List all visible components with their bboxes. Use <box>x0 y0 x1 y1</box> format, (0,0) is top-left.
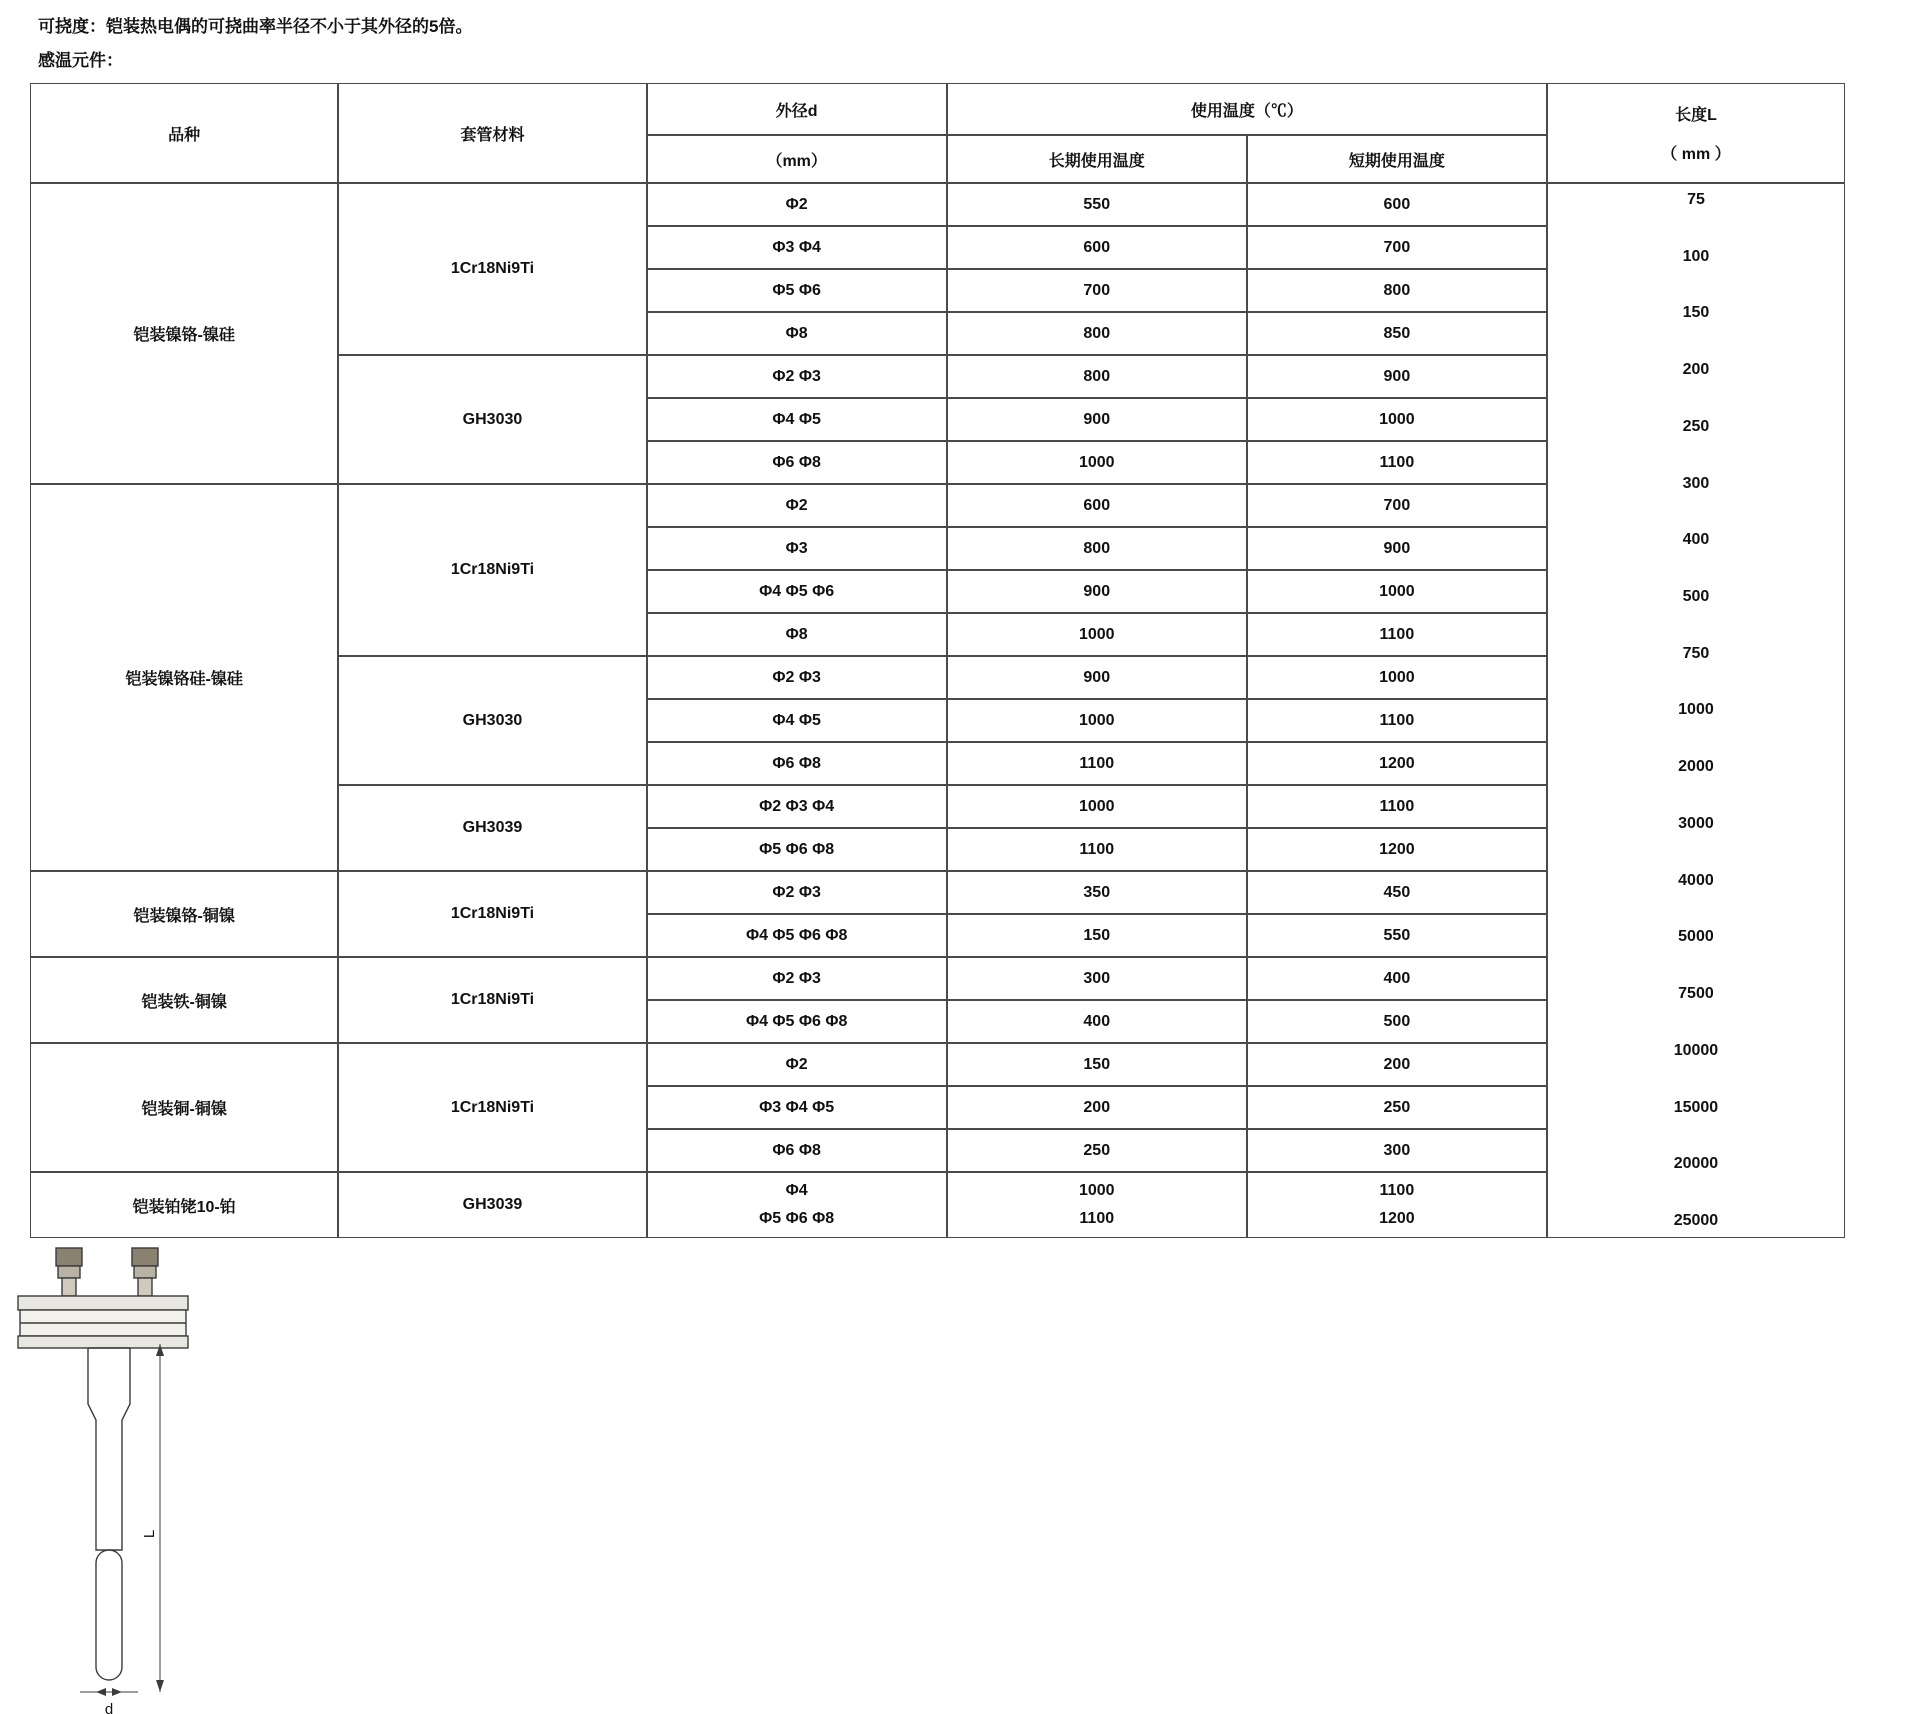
length-option: 400 <box>1682 531 1710 549</box>
cell-length-list <box>1547 183 1845 1238</box>
length-option: 25000 <box>1673 1211 1719 1229</box>
cell-kind: 铠装铜-铜镍 <box>30 1043 338 1172</box>
cell-long-term-temp: 1100 <box>947 742 1247 785</box>
cell-long-term-temp: 550 <box>947 183 1247 226</box>
header-length <box>1547 83 1845 183</box>
header-diameter-title: 外径d <box>775 102 818 120</box>
note-sensing-element: 感温元件： <box>38 50 123 70</box>
cell-kind: 铠装镍铬硅-镍硅 <box>30 484 338 871</box>
cell-material: 1Cr18Ni9Ti <box>338 484 646 656</box>
cell-short-term-temp: 1100 <box>1247 785 1547 828</box>
cell-long-term-temp: 400 <box>947 1000 1247 1043</box>
dimension-label-diameter: d <box>104 1701 114 1714</box>
cell-long-term-temp: 900 <box>947 570 1247 613</box>
table-row <box>30 183 1845 226</box>
cell-short-term-temp: 450 <box>1247 871 1547 914</box>
cell-long-term-temp: 1000 <box>947 441 1247 484</box>
header-diameter <box>647 83 947 135</box>
cell-long-term-temp: 300 <box>947 957 1247 1000</box>
cell-short-term-temp: 900 <box>1247 355 1547 398</box>
cell-long-term-temp: 1100 <box>947 828 1247 871</box>
cell-material: 1Cr18Ni9Ti <box>338 871 646 957</box>
length-option: 750 <box>1682 644 1710 662</box>
specification-table <box>30 83 1845 1238</box>
length-option: 10000 <box>1673 1041 1719 1059</box>
cell-long-term-temp: 900 <box>947 656 1247 699</box>
cell-long-term-temp: 900 <box>947 398 1247 441</box>
cell-short-term-temp: 1100 <box>1247 699 1547 742</box>
cell-long-term-temp: 1000 <box>947 613 1247 656</box>
length-option: 20000 <box>1673 1155 1719 1173</box>
length-option: 500 <box>1682 588 1710 606</box>
cell-long-term-temp: 800 <box>947 527 1247 570</box>
cell-long-term-temp: 1000 <box>947 785 1247 828</box>
cell-diameter: Φ2 <box>647 183 947 226</box>
cell-diameter: Φ2 <box>647 1043 947 1086</box>
cell-short-term-temp: 300 <box>1247 1129 1547 1172</box>
length-option: 75 <box>1687 191 1705 208</box>
length-option: 1000 <box>1678 701 1714 719</box>
length-option: 100 <box>1682 247 1710 265</box>
cell-diameter: Φ5 Φ6 <box>647 269 947 312</box>
cell-kind: 铠装铁-铜镍 <box>30 957 338 1043</box>
cell-short-term-temp: 200 <box>1247 1043 1547 1086</box>
header-length-unit: （ mm ） <box>1661 146 1731 163</box>
cell-diameter: Φ6 Φ8 <box>647 1129 947 1172</box>
cell-short-term-temp: 1000 <box>1247 398 1547 441</box>
note-flexibility: 可挠度：铠装热电偶的可挠曲率半径不小于其外径的5倍。 <box>38 17 473 36</box>
dimension-label-length: L <box>141 1529 158 1539</box>
table-header <box>30 83 1845 183</box>
cell-diameter: Φ2 Φ3 <box>647 355 947 398</box>
cell-short-term-temp: 700 <box>1247 226 1547 269</box>
sensor-drawing-svg <box>10 1244 330 1714</box>
cell-diameter: Φ6 Φ8 <box>647 441 947 484</box>
cell-long-term-temp: 600 <box>947 484 1247 527</box>
cell-short-term-temp: 1100 1200 <box>1247 1172 1547 1238</box>
cell-diameter: Φ6 Φ8 <box>647 742 947 785</box>
cell-short-term-temp: 550 <box>1247 914 1547 957</box>
cell-diameter: Φ5 Φ6 Φ8 <box>647 828 947 871</box>
cell-kind: 铠装镍铬-镍硅 <box>30 183 338 484</box>
cell-diameter: Φ4 Φ5 <box>647 699 947 742</box>
header-length-title: 长度L <box>1675 107 1717 124</box>
cell-long-term-temp: 350 <box>947 871 1247 914</box>
sensor-drawing <box>10 1244 330 1714</box>
cell-material: 1Cr18Ni9Ti <box>338 183 646 355</box>
cell-material: 1Cr18Ni9Ti <box>338 957 646 1043</box>
length-option: 200 <box>1682 361 1710 379</box>
cell-long-term-temp: 200 <box>947 1086 1247 1129</box>
cell-short-term-temp: 900 <box>1247 527 1547 570</box>
cell-short-term-temp: 1000 <box>1247 656 1547 699</box>
cell-long-term-temp: 600 <box>947 226 1247 269</box>
cell-diameter: Φ3 Φ4 <box>647 226 947 269</box>
table-body <box>30 183 1845 1238</box>
cell-kind: 铠装铂铑10-铂 <box>30 1172 338 1238</box>
cell-material: 1Cr18Ni9Ti <box>338 1043 646 1172</box>
cell-long-term-temp: 700 <box>947 269 1247 312</box>
length-option: 5000 <box>1678 928 1714 946</box>
header-diameter-unit: （mm） <box>647 135 947 183</box>
cell-diameter: Φ2 Φ3 <box>647 957 947 1000</box>
cell-long-term-temp: 250 <box>947 1129 1247 1172</box>
document-page <box>0 14 1920 1714</box>
length-option: 7500 <box>1678 985 1714 1003</box>
cell-short-term-temp: 800 <box>1247 269 1547 312</box>
header-kind: 品种 <box>30 83 338 183</box>
cell-short-term-temp: 1100 <box>1247 441 1547 484</box>
cell-long-term-temp: 150 <box>947 1043 1247 1086</box>
cell-diameter: Φ4 Φ5 Φ6 Φ8 <box>647 914 947 957</box>
cell-diameter: Φ4 Φ5 <box>647 398 947 441</box>
cell-material: GH3039 <box>338 1172 646 1238</box>
cell-material: GH3030 <box>338 656 646 785</box>
cell-diameter: Φ8 <box>647 312 947 355</box>
cell-diameter: Φ4 Φ5 Φ6 Φ8 <box>647 1172 947 1238</box>
length-option: 15000 <box>1673 1098 1719 1116</box>
cell-diameter: Φ4 Φ5 Φ6 <box>647 570 947 613</box>
cell-kind: 铠装镍铬-铜镍 <box>30 871 338 957</box>
cell-short-term-temp: 1200 <box>1247 742 1547 785</box>
cell-short-term-temp: 500 <box>1247 1000 1547 1043</box>
cell-diameter: Φ3 Φ4 Φ5 <box>647 1086 947 1129</box>
length-option: 150 <box>1682 304 1710 322</box>
cell-short-term-temp: 1100 <box>1247 613 1547 656</box>
cell-diameter: Φ8 <box>647 613 947 656</box>
cell-diameter: Φ2 Φ3 <box>647 656 947 699</box>
cell-short-term-temp: 850 <box>1247 312 1547 355</box>
header-material: 套管材料 <box>338 83 646 183</box>
cell-long-term-temp: 1000 <box>947 699 1247 742</box>
cell-diameter: Φ4 Φ5 Φ6 Φ8 <box>647 1000 947 1043</box>
cell-material: GH3030 <box>338 355 646 484</box>
length-option: 4000 <box>1678 871 1714 889</box>
length-option: 300 <box>1682 474 1710 492</box>
length-option: 3000 <box>1678 814 1714 832</box>
cell-long-term-temp: 150 <box>947 914 1247 957</box>
cell-diameter: Φ2 Φ3 Φ4 <box>647 785 947 828</box>
length-option: 2000 <box>1678 758 1714 776</box>
cell-long-term-temp: 800 <box>947 355 1247 398</box>
header-temperature: 使用温度（℃） <box>947 83 1547 135</box>
header-long-term: 长期使用温度 <box>947 135 1247 183</box>
cell-diameter: Φ2 Φ3 <box>647 871 947 914</box>
cell-material: GH3039 <box>338 785 646 871</box>
cell-diameter: Φ2 <box>647 484 947 527</box>
cell-short-term-temp: 600 <box>1247 183 1547 226</box>
cell-long-term-temp: 1000 1100 <box>947 1172 1247 1238</box>
cell-short-term-temp: 1200 <box>1247 828 1547 871</box>
cell-diameter: Φ3 <box>647 527 947 570</box>
cell-long-term-temp: 800 <box>947 312 1247 355</box>
cell-short-term-temp: 250 <box>1247 1086 1547 1129</box>
cell-short-term-temp: 400 <box>1247 957 1547 1000</box>
length-option: 250 <box>1682 417 1710 435</box>
cell-short-term-temp: 1000 <box>1247 570 1547 613</box>
cell-short-term-temp: 700 <box>1247 484 1547 527</box>
header-short-term: 短期使用温度 <box>1247 135 1547 183</box>
